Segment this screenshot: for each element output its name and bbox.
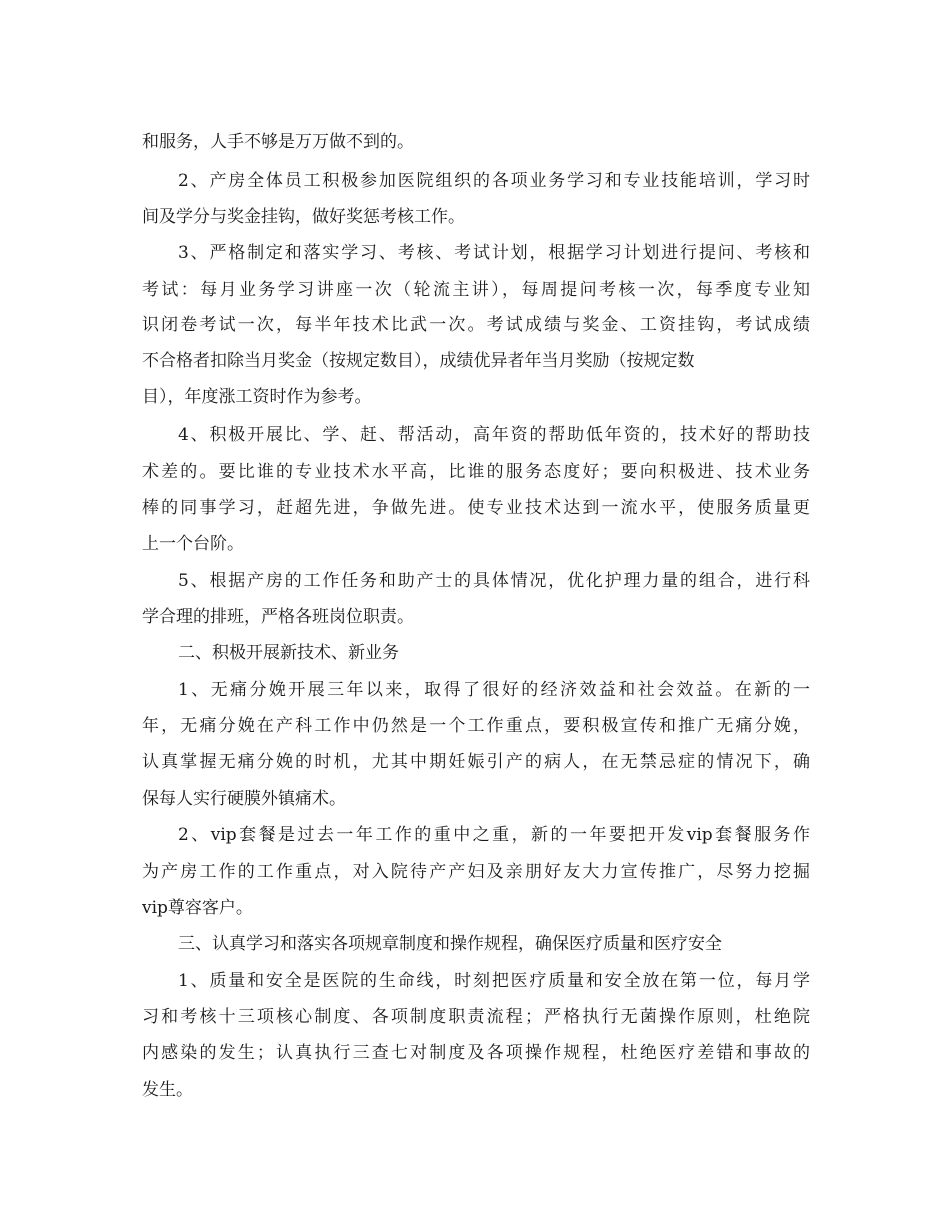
text-line: 习和考核十三项核心制度、各项制度职责流程；严格执行无菌操作原则，杜绝院 (142, 1007, 810, 1027)
section-heading: 二、积极开展新技术、新业务 (178, 643, 399, 663)
text-line: 3、严格制定和落实学习、考核、考试计划，根据学习计划进行提问、考核和 (178, 243, 810, 263)
text-line: 2、vip套餐是过去一年工作的重中之重，新的一年要把开发vip套餐服务作 (178, 825, 810, 845)
text-line: 间及学分与奖金挂钩，做好奖惩考核工作。 (142, 207, 465, 227)
text-line: 上一个台阶。 (142, 534, 244, 554)
text-line: 棒的同事学习，赶超先进，争做先进。使专业技术达到一流水平，使服务质量更 (142, 498, 810, 518)
text-line: 2、产房全体员工积极参加医院组织的各项业务学习和专业技能培训，学习时 (178, 171, 810, 191)
text-line: 不合格者扣除当月奖金（按规定数目），成绩优异者年当月奖励（按规定数 (142, 351, 695, 371)
text-line: 1、无痛分娩开展三年以来，取得了很好的经济效益和社会效益。在新的一 (178, 680, 810, 700)
text-line: 4、积极开展比、学、赶、帮活动，高年资的帮助低年资的，技术好的帮助技 (178, 425, 810, 445)
text-line: 考试：每月业务学习讲座一次（轮流主讲），每周提问考核一次，每季度专业知 (142, 280, 810, 300)
section-heading: 三、认真学习和落实各项规章制度和操作规程，确保医疗质量和医疗安全 (178, 934, 722, 954)
text-line: 保每人实行硬膜外镇痛术。 (142, 789, 346, 809)
text-line: 为产房工作的工作重点，对入院待产产妇及亲朋好友大力宣传推广，尽努力挖掘 (142, 862, 810, 882)
text-line: 学合理的排班，严格各班岗位职责。 (142, 607, 414, 627)
text-line: 术差的。要比谁的专业技术水平高，比谁的服务态度好；要向积极进、技术业务 (142, 462, 810, 482)
text-line: 和服务，人手不够是万万做不到的。 (142, 132, 414, 152)
text-line: 5、根据产房的工作任务和助产士的具体情况，优化护理力量的组合，进行科 (178, 571, 810, 591)
text-line: vip尊容客户。 (142, 898, 253, 918)
text-line: 年，无痛分娩在产科工作中仍然是一个工作重点，要积极宣传和推广无痛分娩， (142, 716, 810, 736)
text-line: 发生。 (142, 1080, 193, 1100)
text-line: 识闭卷考试一次，每半年技术比武一次。考试成绩与奖金、工资挂钩，考试成绩 (142, 315, 810, 335)
text-line: 认真掌握无痛分娩的时机，尤其中期妊娠引产的病人，在无禁忌症的情况下，确 (142, 752, 810, 772)
text-line: 1、质量和安全是医院的生命线，时刻把医疗质量和安全放在第一位，每月学 (178, 971, 810, 991)
text-line: 目），年度涨工资时作为参考。 (142, 387, 372, 407)
text-line: 内感染的发生；认真执行三查七对制度及各项操作规程，杜绝医疗差错和事故的 (142, 1043, 810, 1063)
